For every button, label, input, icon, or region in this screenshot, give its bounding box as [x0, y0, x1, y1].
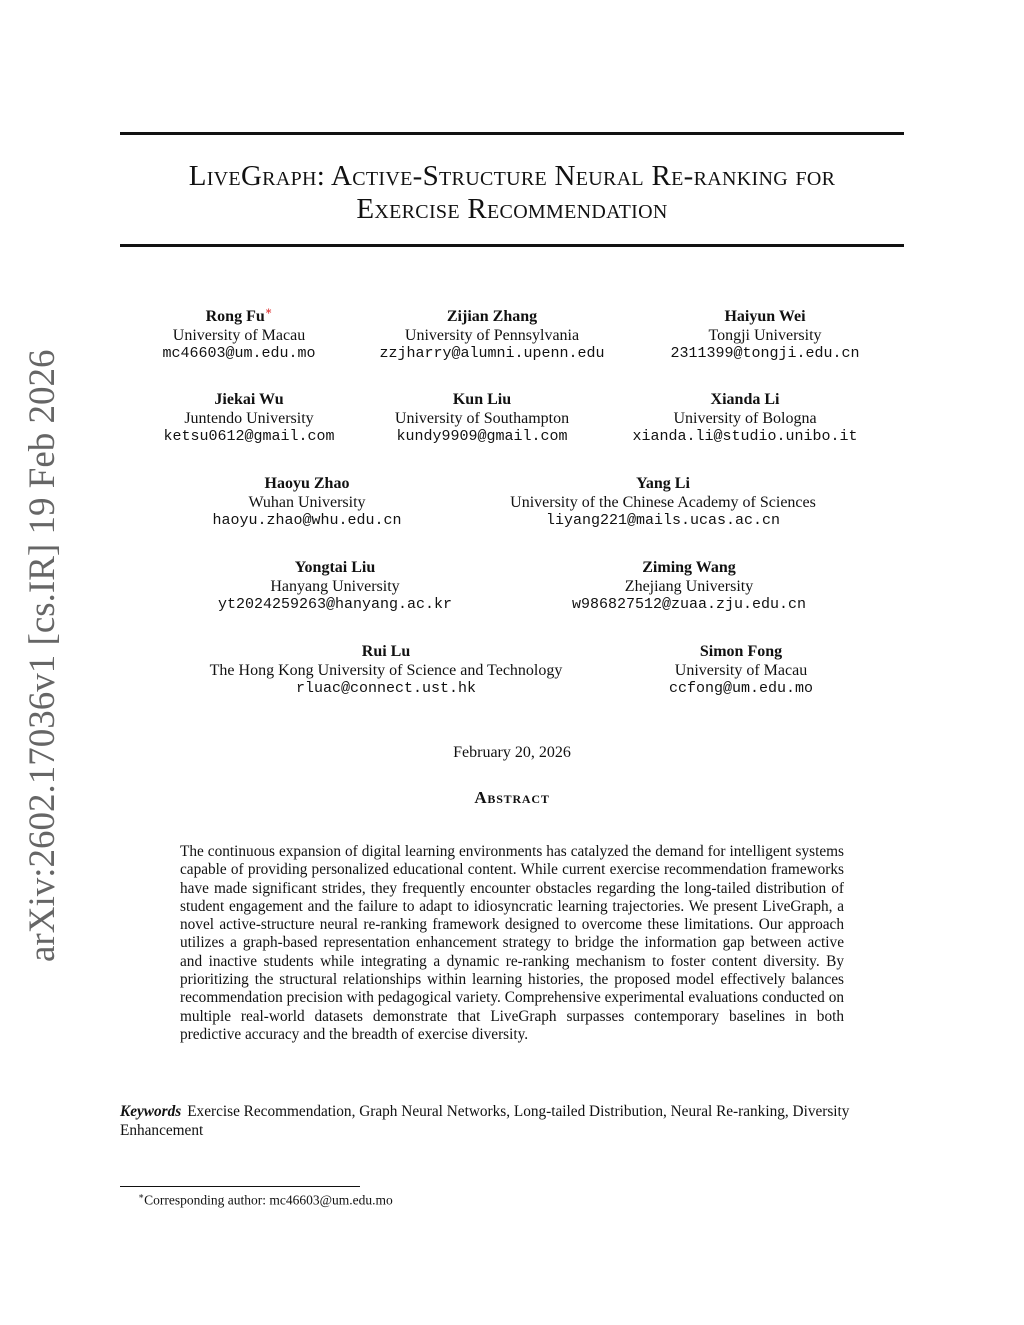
author-block [162, 305, 316, 364]
keywords-label: Keywords [120, 1103, 182, 1120]
author-email: yt2024259263@hanyang.ac.kr [217, 596, 453, 613]
author-block [395, 391, 569, 447]
author-name: Kun Liu [452, 391, 512, 408]
title-bottom-rule [120, 244, 904, 247]
author-block [379, 308, 604, 364]
author-email: zzjharry@alumni.upenn.edu [379, 345, 605, 362]
author-affiliation: Tongji University [708, 326, 822, 344]
author-affiliation: Wuhan University [248, 493, 366, 511]
author-affiliation: Hanyang University [270, 577, 400, 595]
author-name: Haoyu Zhao [264, 475, 350, 492]
author-affiliation: University of Bologna [673, 409, 817, 427]
abstract-body: The continuous expansion of digital learning environments has catalyzed the demand for intelligent systems capable of providing personalized educational content. While current exercise recommendation frameworks have made significant strides, they frequently encounter obstacles regarding the long-tailed distribution of student engagement and the failure to adapt to idiosyncratic learning trajectories. We present LiveGraph, a novel active-structure neural re-ranking framework designed to overcome these limitations. Our approach utilizes a graph-based representation enhancement strategy to bridge the information gap between active and inactive students while integrating a dynamic re-ranking mechanism to foster content diversity. By prioritizing the structural relationships within learning histories, the proposed model effectively balances recommendation precision with pedagogical variety. Comprehensive experimental evaluations conducted on multiple real-world datasets demonstrate that LiveGraph surpasses contemporary baselines in both predictive accuracy and the breadth of exercise diversity. [180, 843, 844, 1043]
author-affiliation: University of Macau [674, 661, 808, 679]
author-block [218, 559, 452, 615]
author-block [510, 475, 816, 531]
author-name: Rong Fu∗ [205, 305, 273, 325]
author-block [632, 391, 857, 447]
arxiv-identifier-stamp: arXiv:2602.17036v1 [cs.IR] 19 Feb 2026 [22, 349, 63, 962]
author-email: ketsu0612@gmail.com [163, 428, 335, 445]
author-email: xianda.li@studio.unibo.it [632, 428, 858, 445]
keywords-list: Exercise Recommendation, Graph Neural Networks, Long-tailed Distribution, Neural Re-ranking, Diversity Enhancement [120, 1103, 850, 1139]
author-name: Jiekai Wu [214, 391, 284, 408]
author-affiliation: University of Southampton [394, 409, 570, 427]
footnote-rule [120, 1186, 360, 1187]
author-name: Rui Lu [361, 643, 411, 660]
author-name: Yongtai Liu [294, 559, 376, 576]
footnote-mark: ∗ [138, 1191, 145, 1201]
author-email: w986827512@zuaa.zju.edu.cn [571, 596, 807, 613]
author-block [670, 308, 859, 364]
author-email: ccfong@um.edu.mo [668, 680, 814, 697]
author-email: liyang221@mails.ucas.ac.cn [545, 512, 781, 529]
publication-date: February 20, 2026 [453, 744, 571, 761]
author-name: Ziming Wang [642, 559, 736, 576]
title-line-1: LiveGraph: Active-Structure Neural Re-ranking for [188, 160, 836, 192]
author-email: 2311399@tongji.edu.cn [670, 345, 860, 362]
author-affiliation: The Hong Kong University of Science and Technology [209, 661, 563, 679]
footnote [138, 1191, 393, 1209]
keywords-section [120, 1103, 910, 1140]
author-name: Yang Li [636, 475, 690, 492]
author-name: Simon Fong [699, 643, 783, 660]
author-name: Zijian Zhang [446, 308, 538, 325]
author-email: rluac@connect.ust.hk [295, 680, 477, 697]
paper-title [120, 160, 904, 226]
author-block [163, 391, 334, 447]
title-top-rule [120, 132, 904, 135]
author-affiliation: University of Pennsylvania [404, 326, 580, 344]
footnote-text: Corresponding author: mc46603@um.edu.mo [144, 1192, 393, 1208]
author-block [212, 475, 401, 531]
author-email: haoyu.zhao@whu.edu.cn [212, 512, 402, 529]
abstract-heading: Abstract [474, 788, 550, 807]
author-block [210, 643, 563, 699]
author-block [669, 643, 813, 699]
author-affiliation: Zhejiang University [624, 577, 754, 595]
author-name: Xianda Li [710, 391, 780, 408]
author-name: Haiyun Wei [724, 308, 806, 325]
title-line-2: Exercise Recommendation [356, 193, 668, 225]
author-email: mc46603@um.edu.mo [162, 345, 316, 362]
author-affiliation: Juntendo University [184, 409, 314, 427]
author-email: kundy9909@gmail.com [396, 428, 568, 445]
author-block [572, 559, 806, 615]
author-affiliation: University of Macau [172, 326, 306, 344]
author-affiliation: University of the Chinese Academy of Sciences [510, 493, 816, 511]
corresponding-author-mark: ∗ [264, 305, 273, 318]
